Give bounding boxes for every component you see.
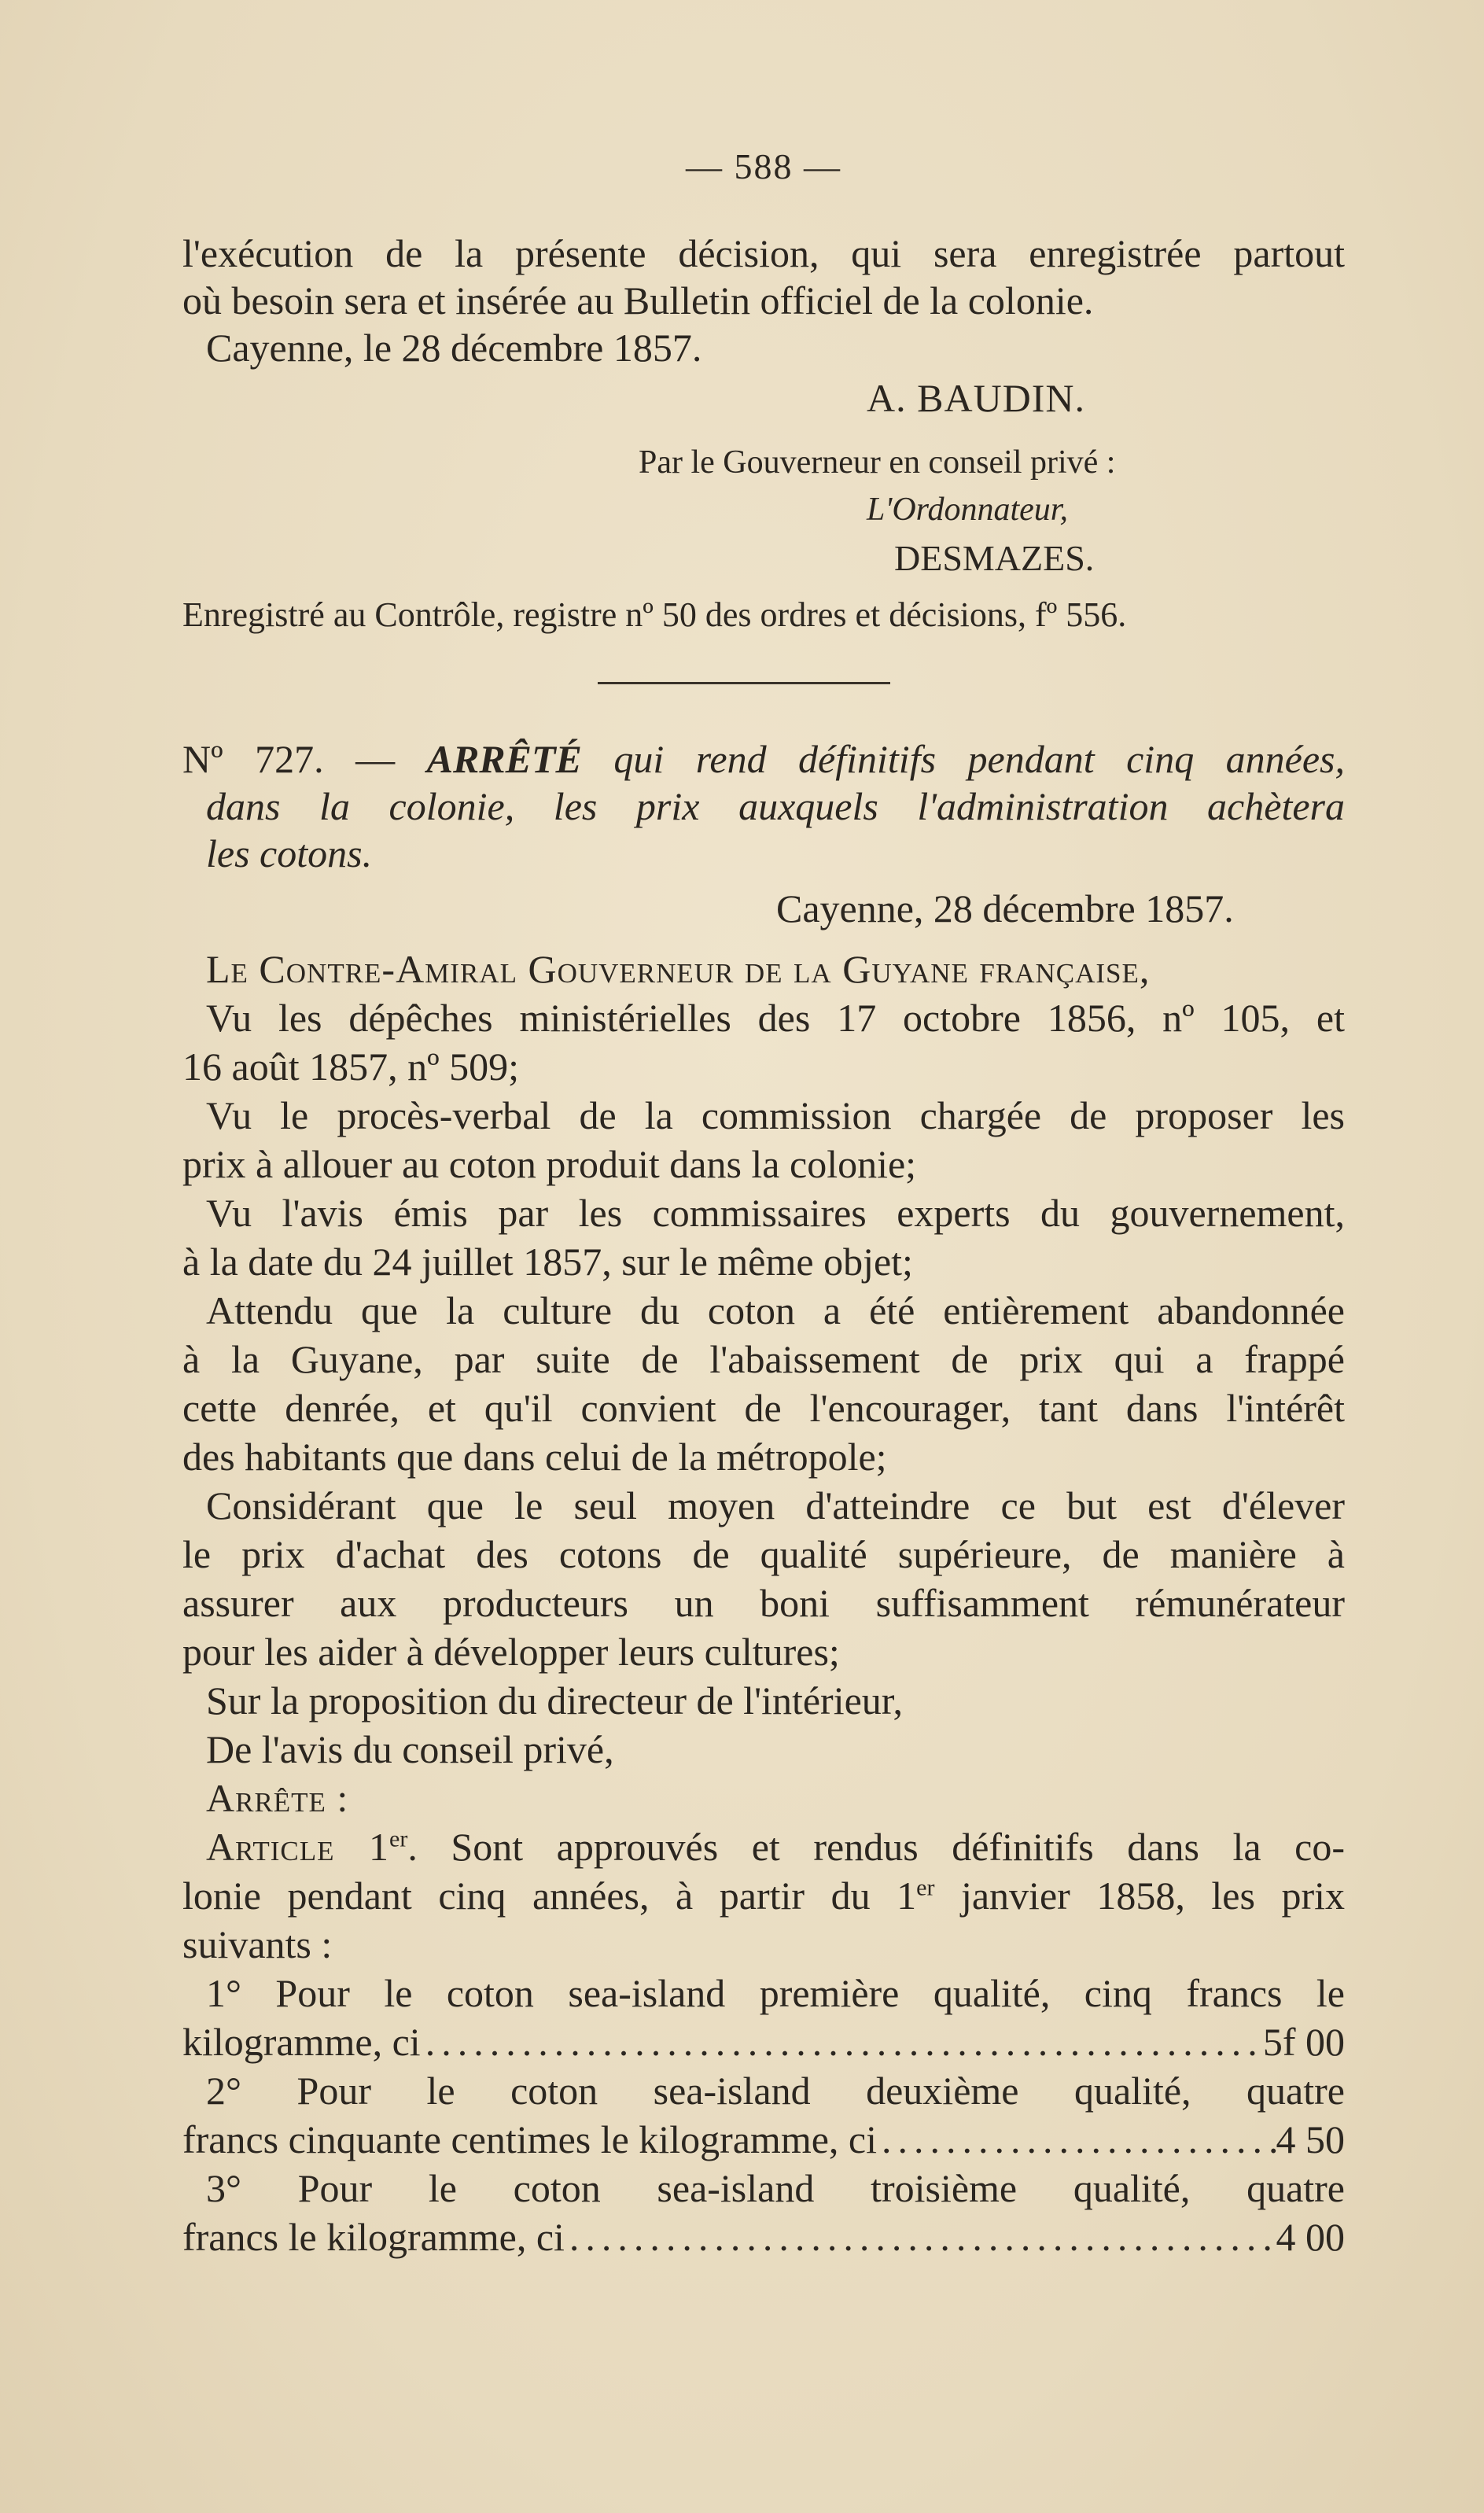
article-1-line-2: lonie pendant cinq années, à partir du 1er janvier 1858, les prix bbox=[182, 1874, 1345, 1918]
price-item-2-line-2: francs cinquante centimes le kilogramme, ci ..... 4 50 bbox=[182, 2116, 1345, 2163]
price-item-3-line-2: francs le kilogramme, ci ..... 4 00 bbox=[182, 2213, 1345, 2261]
price-item-2-line-1: 2° Pour le coton sea-island deuxième qualité, quatre bbox=[206, 2069, 1345, 2113]
preamble-line: cette denrée, et qu'il convient de l'encourager, tant dans l'intérêt bbox=[182, 1386, 1345, 1430]
arrete-title-rest: qui rend définitifs pendant cinq années, bbox=[613, 737, 1346, 781]
preamble-line: Attendu que la culture du coton a été entièrement abandonnée bbox=[206, 1288, 1345, 1332]
article-1-line-1: Article 1er. Sont approuvés et rendus définitifs dans la co- bbox=[206, 1825, 1345, 1869]
arrete-title-line-1 bbox=[182, 735, 1345, 783]
arrete-heading: Arrête : bbox=[206, 1776, 349, 1820]
preamble-line: le prix d'achat des cotons de qualité supérieure, de manière à bbox=[182, 1532, 1345, 1576]
ordonnateur-label: L'Ordonnateur, bbox=[867, 492, 1068, 528]
continuation-date: Cayenne, le 28 décembre 1857. bbox=[206, 326, 702, 370]
preamble-line: prix à allouer au coton produit dans la colonie; bbox=[182, 1142, 917, 1186]
arrete-title-line-3: les cotons. bbox=[206, 831, 373, 875]
arrete-date: Cayenne, 28 décembre 1857. bbox=[776, 886, 1234, 930]
arrete-title-line-2: dans la colonie, les prix auxquels l'administration achètera bbox=[206, 784, 1345, 828]
signature-baudin: A. BAUDIN. bbox=[867, 376, 1086, 420]
preamble-line: des habitants que dans celui de la métropole; bbox=[182, 1435, 887, 1479]
preamble-line: Vu le procès-verbal de la commission chargée de proposer les bbox=[206, 1093, 1345, 1137]
price-value: 5f 00 bbox=[1262, 2020, 1345, 2064]
price-value: 4 50 bbox=[1276, 2117, 1345, 2161]
preamble-line: à la date du 24 juillet 1857, sur le même objet; bbox=[182, 1240, 913, 1284]
preamble-line: 16 août 1857, nº 509; bbox=[182, 1045, 519, 1089]
arrete-title-word: ARRÊTÉ bbox=[426, 737, 582, 781]
continuation-line-1: l'exécution de la présente décision, qui sera enregistrée partout bbox=[182, 231, 1345, 275]
ordonnateur-name: DESMAZES. bbox=[894, 538, 1095, 578]
preamble-line: Sur la proposition du directeur de l'intérieur, bbox=[206, 1678, 903, 1723]
preamble-line: Vu les dépêches ministérielles des 17 octobre 1856, nº 105, et bbox=[206, 996, 1345, 1040]
continuation-line-2: où besoin sera et insérée au Bulletin officiel de la colonie. bbox=[182, 278, 1094, 322]
registration-line: Enregistré au Contrôle, registre nº 50 des ordres et décisions, fº 556. bbox=[182, 595, 1127, 634]
article-1-line-3: suivants : bbox=[182, 1922, 333, 1966]
preamble-line: Vu l'avis émis par les commissaires experts du gouvernement, bbox=[206, 1191, 1345, 1235]
section-divider bbox=[598, 682, 890, 684]
preamble-line: Considérant que le seul moyen d'atteindre ce but est d'élever bbox=[206, 1483, 1345, 1527]
preamble-line: à la Guyane, par suite de l'abaissement de prix qui a frappé bbox=[182, 1337, 1345, 1381]
price-item-1-line-1: 1° Pour le coton sea-island première qualité, cinq francs le bbox=[206, 1971, 1345, 2015]
price-item-1-line-2: kilogramme, ci ..... 5f 00 bbox=[182, 2018, 1345, 2065]
par-le-gouverneur: Par le Gouverneur en conseil privé : bbox=[639, 444, 1116, 481]
preamble-line: pour les aider à développer leurs cultures; bbox=[182, 1630, 840, 1674]
preamble-line: Le Contre-Amiral Gouverneur de la Guyane française, bbox=[206, 947, 1151, 991]
preamble-line: assurer aux producteurs un boni suffisamment rémunérateur bbox=[182, 1581, 1345, 1625]
preamble-line: De l'avis du conseil privé, bbox=[206, 1727, 614, 1771]
price-item-3-line-1: 3° Pour le coton sea-island troisième qualité, quatre bbox=[206, 2166, 1345, 2210]
arrete-number: Nº 727. — bbox=[182, 737, 396, 781]
price-value: 4 00 bbox=[1276, 2215, 1345, 2259]
page-number: — 588 — bbox=[686, 146, 841, 186]
